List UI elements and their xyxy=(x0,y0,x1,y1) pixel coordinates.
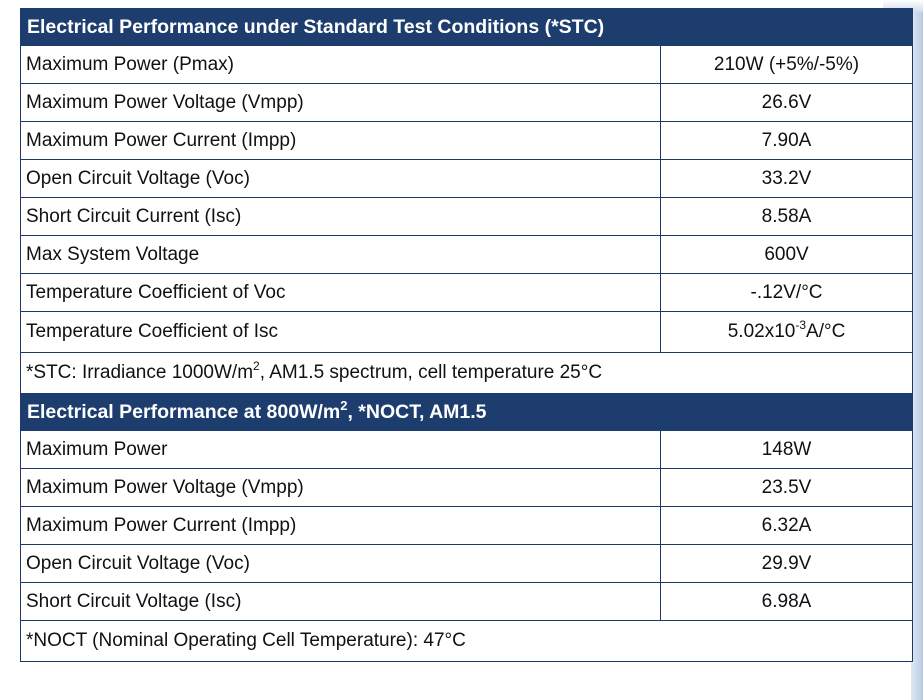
value-unit: A/°C xyxy=(806,321,846,342)
stc-note-text-after: , AM1.5 spectrum, cell temperature 25°C xyxy=(259,362,603,383)
row-label: Short Circuit Current (Isc) xyxy=(21,198,661,236)
row-value: 23.5V xyxy=(661,469,913,507)
noct-title-exponent: 2 xyxy=(340,397,348,413)
noct-note: *NOCT (Nominal Operating Cell Temperature): 47°C xyxy=(21,621,913,662)
noct-header-row xyxy=(21,394,913,431)
stc-note-text: *STC: Irradiance 1000W/m xyxy=(26,362,254,383)
noct-title xyxy=(21,394,913,431)
value-exponent: -3 xyxy=(795,318,807,332)
row-value: 7.90A xyxy=(661,122,913,160)
row-value: 6.32A xyxy=(661,507,913,545)
row-value: 26.6V xyxy=(661,84,913,122)
stc-header-row xyxy=(21,9,913,46)
row-value: 33.2V xyxy=(661,160,913,198)
noct-note-row xyxy=(21,621,913,662)
row-label: Open Circuit Voltage (Voc) xyxy=(21,160,661,198)
noct-title-text: Electrical Performance at 800W/m xyxy=(27,400,341,423)
row-value: 29.9V xyxy=(661,545,913,583)
stc-note-row xyxy=(21,353,913,394)
table-row xyxy=(21,583,913,621)
table-row xyxy=(21,122,913,160)
row-value xyxy=(661,312,913,353)
row-value: 6.98A xyxy=(661,583,913,621)
row-label: Temperature Coefficient of Isc xyxy=(21,312,661,353)
table-row xyxy=(21,312,913,353)
stc-note xyxy=(21,353,913,394)
row-value: 600V xyxy=(661,236,913,274)
row-label: Temperature Coefficient of Voc xyxy=(21,274,661,312)
row-label: Maximum Power (Pmax) xyxy=(21,46,661,84)
table-row xyxy=(21,274,913,312)
stc-title: Electrical Performance under Standard Test Conditions (*STC) xyxy=(21,9,913,46)
table-row xyxy=(21,545,913,583)
table-row xyxy=(21,198,913,236)
table-row xyxy=(21,84,913,122)
noct-title-text-after: , *NOCT, AM1.5 xyxy=(347,400,487,423)
row-value: 148W xyxy=(661,431,913,469)
row-label: Max System Voltage xyxy=(21,236,661,274)
row-label: Maximum Power xyxy=(21,431,661,469)
row-label: Maximum Power Voltage (Vmpp) xyxy=(21,469,661,507)
table-row xyxy=(21,469,913,507)
table-row xyxy=(21,46,913,84)
row-label: Maximum Power Current (Impp) xyxy=(21,507,661,545)
electrical-performance-table xyxy=(20,8,913,662)
stc-note-exponent: 2 xyxy=(253,359,260,373)
row-label: Open Circuit Voltage (Voc) xyxy=(21,545,661,583)
table-row xyxy=(21,160,913,198)
row-label: Maximum Power Current (Impp) xyxy=(21,122,661,160)
row-value: -.12V/°C xyxy=(661,274,913,312)
row-value: 210W (+5%/-5%) xyxy=(661,46,913,84)
table-row xyxy=(21,236,913,274)
row-value: 8.58A xyxy=(661,198,913,236)
table-row xyxy=(21,431,913,469)
row-label: Short Circuit Voltage (Isc) xyxy=(21,583,661,621)
row-label: Maximum Power Voltage (Vmpp) xyxy=(21,84,661,122)
table-row xyxy=(21,507,913,545)
value-base: 5.02x10 xyxy=(727,321,796,342)
